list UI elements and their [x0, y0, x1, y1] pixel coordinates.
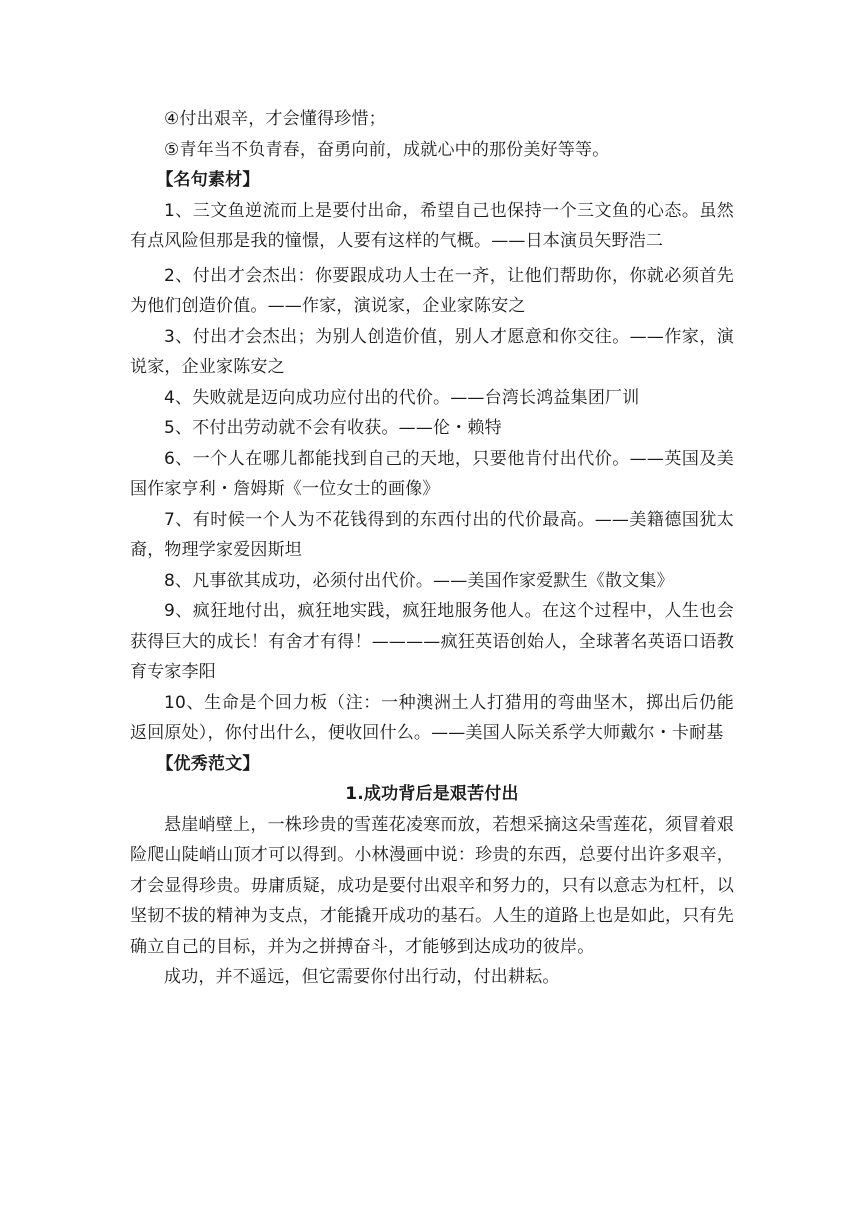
- quote-item: 8、凡事欲其成功，必须付出代价。——美国作家爱默生《散文集》: [164, 570, 674, 591]
- quote-item: 6、一个人在哪儿都能找到自己的天地，只要他肯付出代价。——英国及美国作家亨利・詹姆斯《一位女士的画像》: [130, 448, 734, 499]
- intro-point: ⑤青年当不负青春，奋勇向前，成就心中的那份美好等等。: [164, 139, 610, 160]
- quotes-heading: 【名句素材】: [156, 170, 260, 190]
- quote-item: 2、付出才会杰出：你要跟成功人士在一齐，让他们帮助你，你就必须首先为他们创造价值。——作家，演说家，企业家陈安之: [130, 265, 734, 316]
- quote-item: 3、付出才会杰出；为别人创造价值，别人才愿意和你交往。——作家，演说家，企业家陈安之: [130, 326, 734, 377]
- essay-paragraph: 成功，并不遥远，但它需要你付出行动，付出耕耘。: [164, 967, 560, 987]
- quote-item: 10、生命是个回力板（注：一种澳洲土人打猎用的弯曲坚木，掷出后仍能返回原处），你付出什么，便收回什么。——美国人际关系学大师戴尔・卡耐基: [130, 692, 734, 743]
- quote-item: 1、三文鱼逆流而上是要付出命，希望自己也保持一个三文鱼的心态。虽然有点风险但那是我的憧憬，人要有这样的气概。——日本演员矢野浩二: [130, 200, 734, 251]
- essay-title: 1.成功背后是艰苦付出: [345, 784, 519, 804]
- intro-point: ④付出艰辛，才会懂得珍惜；: [164, 109, 386, 129]
- document-page: [130, 104, 734, 993]
- quote-item: 4、失败就是迈向成功应付出的代价。——台湾长鸿益集团厂训: [164, 387, 640, 408]
- quote-item: 5、不付出劳动就不会有收获。——伦・赖特: [164, 418, 502, 438]
- essay-paragraph: 悬崖峭壁上，一株珍贵的雪莲花凌寒而放，若想采摘这朵雪莲花，须冒着艰险爬山陡峭山顶才可以得到。小林漫画中说：珍贵的东西，总要付出许多艰辛，才会显得珍贵。毋庸质疑，成功是要付出艰辛和努力的，只有以意志为杠杆，以坚韧不拔的精神为支点，才能撬开成功的基石。人生的道路上也是如此，只有先确立自己的目标，并为之拼搏奋斗，才能够到达成功的彼岸。: [130, 814, 734, 957]
- essays-heading: 【优秀范文】: [156, 753, 260, 774]
- quote-item: 9、疯狂地付出，疯狂地实践，疯狂地服务他人。在这个过程中，人生也会获得巨大的成长！有舍才有得！————疯狂英语创始人，全球著名英语口语教育专家李阳: [130, 601, 734, 682]
- quote-item: 7、有时候一个人为不花钱得到的东西付出的代价最高。——美籍德国犹太裔，物理学家爱因斯坦: [130, 509, 734, 560]
